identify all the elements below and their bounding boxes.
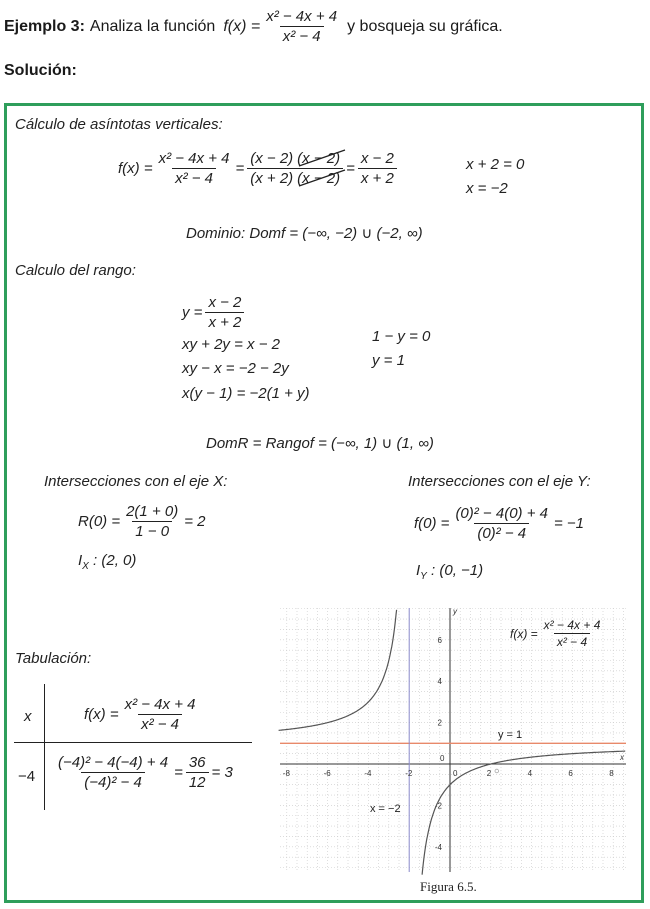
range-expression: DomR = Rangof = (−∞, 1) ∪ (1, ∞)	[206, 435, 434, 452]
table-row-mid-num: 36	[188, 754, 206, 771]
range-y-equation	[182, 294, 247, 331]
graph-formula-lhs: f(x) =	[510, 626, 538, 641]
x-point-value: : (2, 0)	[93, 552, 137, 569]
asym-den2a: (x + 2)	[250, 170, 294, 187]
x-tick-label: -2	[405, 769, 413, 778]
range-step3: x(y − 1) = −2(1 + y)	[182, 385, 310, 402]
x-int-lhs: R(0) =	[78, 513, 121, 530]
range-title: Calculo del rango:	[15, 262, 136, 279]
x-tick-label: 6	[568, 769, 573, 778]
y-tick-label: 4	[437, 677, 442, 687]
solution-label: Solución:	[4, 62, 77, 79]
example-label: Ejemplo 3:	[4, 17, 85, 35]
y-tick-label: 6	[437, 635, 442, 645]
x-intersection-title: Intersecciones con el eje X:	[44, 473, 228, 490]
x-tick-label: 4	[527, 769, 533, 778]
y-int-num: (0)² − 4(0) + 4	[455, 505, 548, 522]
asym-frac3	[358, 150, 397, 187]
asym-num2b: (x − 2)	[297, 150, 341, 167]
tabulation-title: Tabulación:	[15, 650, 92, 667]
range-y-lhs: y =	[182, 304, 203, 321]
range-y-den: x + 2	[205, 312, 244, 331]
asymptote-equation: f(x) = $\frac{\text{x² − 4x + 4}}{\text{x² − 4}}$ = $\frac{(x - 2) (x - 2)}{(x + 2) (x - 2)}$ = $\frac{x - 2}{x + 2}$	[118, 150, 400, 187]
table-col-f-num: x² − 4x + 4	[124, 696, 196, 713]
y-axis-label: y	[453, 607, 457, 616]
tabulation-table	[14, 684, 252, 814]
y-int-lhs: f(0) =	[414, 515, 450, 532]
graph-formula	[510, 618, 606, 649]
range-side2: y = 1	[372, 352, 405, 369]
table-col-f-den: x² − 4	[138, 714, 182, 733]
y-int-result: = −1	[553, 515, 585, 532]
table-col-f	[84, 696, 201, 733]
asym-den2b: (x − 2)	[297, 170, 341, 187]
y-intersection-title: Intersecciones con el eje Y:	[408, 473, 591, 490]
header-numerator: x² − 4x + 4	[266, 8, 338, 25]
asym-eq1: x + 2 = 0	[466, 156, 525, 173]
range-step1: xy + 2y = x − 2	[182, 336, 280, 353]
y-int-den: (0)² − 4	[474, 523, 529, 542]
asym-frac2	[247, 150, 343, 187]
x-tick-label: -8	[282, 769, 290, 778]
x-tick-label: 0	[453, 769, 458, 778]
header-denominator: x² − 4	[280, 26, 324, 45]
asym-fx: f(x) =	[118, 160, 153, 177]
y-tick-label: 2	[437, 718, 442, 728]
table-row-den: (−4)² − 4	[81, 772, 145, 791]
asymptotes-title: Cálculo de asíntotas verticales:	[15, 116, 223, 133]
y-tick-label: -2	[434, 801, 442, 811]
example-text-after: y bosqueja su gráfica.	[347, 17, 503, 35]
x-tick-label: 2	[486, 769, 492, 778]
figure-caption: Figura 6.5.	[420, 879, 477, 894]
y-tick-label: -4	[434, 842, 442, 852]
vline-label: x = −2	[370, 803, 401, 815]
table-row-f: $\frac{\text{(−4)² − 4(−4) + 4}}{\text{(−4)² − 4}}$ = $\frac{36}{12}$ = 3	[52, 754, 233, 791]
table-row-mid-den: 12	[186, 772, 209, 791]
x-tick-label: -4	[364, 769, 372, 778]
x-point-sub: X	[82, 561, 89, 572]
asym-frac1	[156, 150, 233, 187]
x-tick-label: -6	[323, 769, 331, 778]
x-int-den: 1 − 0	[132, 521, 172, 540]
asym-num3: x − 2	[360, 150, 394, 167]
domain-line	[186, 224, 423, 242]
cancel-stroke-icon	[295, 166, 349, 190]
table-row-x: −4	[18, 768, 36, 785]
table-row-result: = 3	[211, 764, 233, 781]
x-tick-label: 8	[609, 769, 614, 778]
range-step2: xy − x = −2 − 2y	[182, 360, 289, 377]
hline-label: y = 1	[498, 729, 523, 741]
table-col-f-lhs: f(x) =	[84, 706, 119, 723]
graph-formula-den: x² − 4	[554, 633, 590, 649]
x-int-num: 2(1 + 0)	[126, 503, 179, 520]
asym-den1: x² − 4	[172, 168, 216, 187]
table-horizontal-rule	[14, 742, 252, 743]
origin-label: 0	[440, 754, 445, 763]
domain-label: Dominio:	[186, 225, 246, 242]
asym-eq2: x = −2	[466, 180, 508, 197]
header-fx: f(x) =	[223, 17, 261, 35]
x-int-result: = 2	[184, 513, 206, 530]
y-point-value: : (0, −1)	[431, 562, 484, 579]
y-point-label: I	[416, 562, 421, 579]
y-intersection-equation	[414, 505, 584, 542]
domain-expression: Domf = (−∞, −2) ∪ (−2, ∞)	[249, 225, 423, 242]
x-point-label: I	[78, 552, 83, 569]
table-vertical-rule	[44, 684, 45, 810]
range-side1: 1 − y = 0	[372, 328, 431, 345]
range-y-num: x − 2	[208, 294, 242, 311]
header-fraction	[263, 8, 340, 45]
table-col-x: x	[24, 708, 32, 725]
asym-num1: x² − 4x + 4	[158, 150, 230, 167]
x-axis-label: x	[620, 753, 624, 762]
example-header	[4, 8, 503, 45]
asym-den3: x + 2	[358, 168, 397, 187]
graph-formula-num: x² − 4x + 4	[543, 618, 601, 632]
asym-num2a: (x − 2)	[250, 150, 294, 167]
y-intersection-point	[416, 562, 483, 582]
intercept-marker	[495, 769, 499, 773]
example-text: Analiza la función	[89, 17, 216, 35]
x-intersection-point	[78, 552, 136, 572]
y-point-sub: Y	[420, 571, 427, 582]
table-row-num: (−4)² − 4(−4) + 4	[58, 754, 169, 771]
x-intersection-equation	[78, 503, 206, 540]
